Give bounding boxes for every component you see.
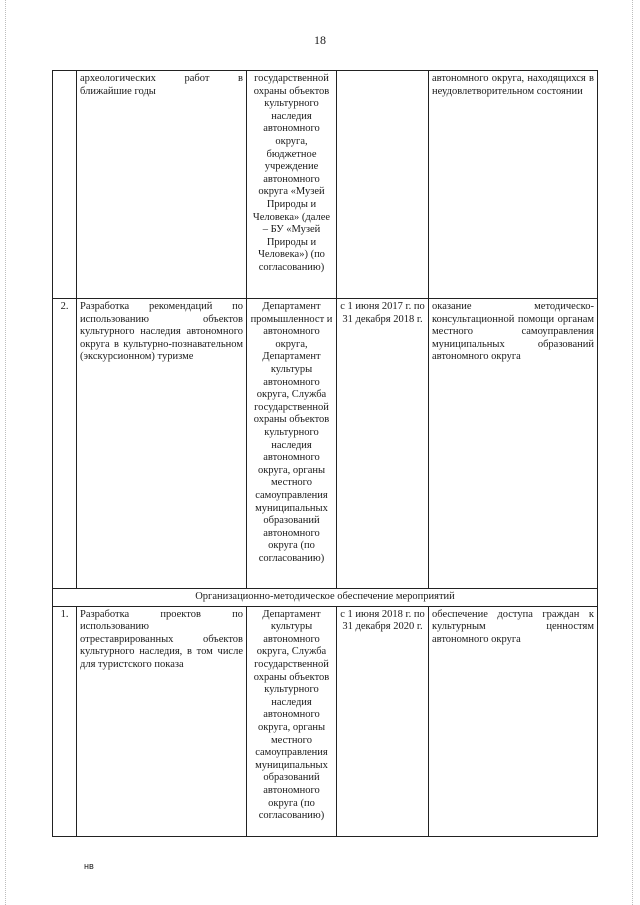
activity-name: археологических работ в ближайшие годы xyxy=(77,71,247,299)
row-number xyxy=(53,71,77,299)
activity-name: Разработка проектов по использованию отреставрированных объектов культурного наследия, в том числе для туристского показа xyxy=(77,606,247,836)
activity-name: Разработка рекомендаций по использованию объектов культурного наследия автономного округа в культурно-познавательном (экскурсионном) туризме xyxy=(77,299,247,589)
activity-date: с 1 июня 2017 г. по 31 декабря 2018 г. xyxy=(337,299,429,589)
scan-left-edge xyxy=(5,0,6,905)
activity-result: автономного округа, находящихся в неудовлетворительном состоянии xyxy=(429,71,598,299)
table-row xyxy=(53,299,598,589)
activity-executor: Департамент культуры автономного округа, Служба государственной охраны объектов культурного наследия автономного округа, органы местного самоуправления муниципальных образований автономного округа (по согласованию) xyxy=(247,606,337,836)
activity-executor: государственной охраны объектов культурного наследия автономного округа, бюджетное учреждение автономного округа «Музей Природы и Человека» (далее – БУ «Музей Природы и Человека») (по согласованию) xyxy=(247,71,337,299)
activity-result: обеспечение доступа граждан к культурным ценностям автономного округа xyxy=(429,606,598,836)
activities-table xyxy=(52,70,598,837)
scan-right-edge xyxy=(632,0,633,905)
table-row xyxy=(53,606,598,836)
activity-date: с 1 июня 2018 г. по 31 декабря 2020 г. xyxy=(337,606,429,836)
activity-date xyxy=(337,71,429,299)
section-title: Организационно-методическое обеспечение мероприятий xyxy=(53,589,598,607)
row-number: 2. xyxy=(53,299,77,589)
footer-mark: нв xyxy=(84,861,94,871)
activity-result: оказание методическо-консультационной помощи органам местного самоуправления муниципальных образований автономного округа xyxy=(429,299,598,589)
section-header-row xyxy=(53,589,598,607)
row-number: 1. xyxy=(53,606,77,836)
table-row xyxy=(53,71,598,299)
activity-executor: Департамент промышленност и автономного округа, Департамент культуры автономного округа, Служба государственной охраны объектов культурного наследия автономного округа, органы местного самоуправления муниципальных образований автономного округа (по согласованию) xyxy=(247,299,337,589)
page-number: 18 xyxy=(314,33,326,47)
